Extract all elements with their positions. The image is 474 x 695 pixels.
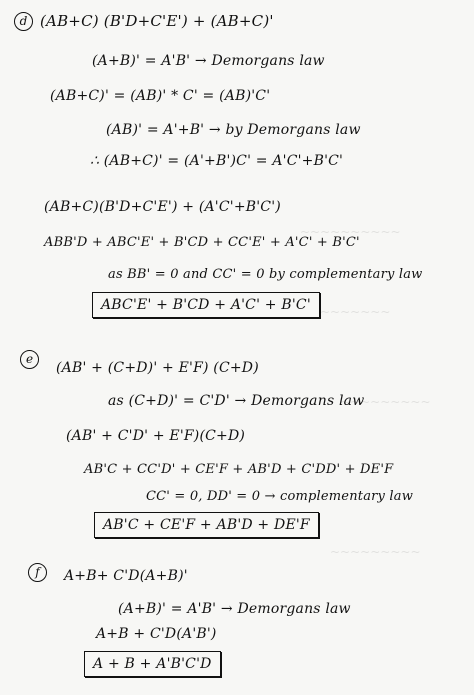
section-d-note: as BB' = 0 and CC' = 0 by complementary law (108, 267, 423, 282)
section-e-expression: (AB' + (C+D)' + E'F) (C+D) (56, 360, 259, 376)
section-d-step: ABB'D + ABC'E' + B'CD + CC'E' + A'C' + B'C' (44, 235, 360, 250)
section-d-result-box: ABC'E' + B'CD + A'C' + B'C' (92, 292, 320, 318)
bleed-through-text: ~~~~~~~ (320, 305, 391, 319)
bleed-through-text: ~~~~~~~~~ (340, 395, 431, 409)
section-d-expression: (AB+C) (B'D+C'E') + (AB+C)' (40, 12, 274, 30)
section-e-step: AB'C + CC'D' + CE'F + AB'D + C'DD' + DE'F (84, 462, 394, 477)
section-f-step: (A+B)' = A'B' → Demorgans law (118, 601, 351, 617)
section-d-step: ∴ (AB+C)' = (A'+B')C' = A'C'+B'C' (90, 153, 344, 169)
section-f-expression: A+B+ C'D(A+B)' (64, 568, 188, 584)
section-d-label: d (14, 12, 33, 31)
section-e-note: CC' = 0, DD' = 0 → complementary law (146, 489, 414, 504)
section-e-result-box: AB'C + CE'F + AB'D + DE'F (94, 512, 319, 538)
section-f-result-box: A + B + A'B'C'D (84, 651, 221, 677)
section-d-step: (AB+C)' = (AB)' * C' = (AB)'C' (50, 88, 271, 104)
section-d-step: (AB+C)(B'D+C'E') + (A'C'+B'C') (44, 199, 281, 215)
bleed-through-text: ~~~~~~~~~ (330, 545, 421, 559)
section-d-step: (A+B)' = A'B' → Demorgans law (92, 53, 325, 69)
section-f-label: f (28, 563, 47, 582)
section-e-step: as (C+D)' = C'D' → Demorgans law (108, 393, 365, 409)
section-f-step: A+B + C'D(A'B') (96, 626, 217, 642)
section-e-label: e (20, 350, 39, 369)
section-e-step: (AB' + C'D' + E'F)(C+D) (66, 428, 246, 444)
bleed-through-text: ~~~~~~~~~~ (300, 225, 401, 239)
section-d-step: (AB)' = A'+B' → by Demorgans law (106, 122, 361, 138)
